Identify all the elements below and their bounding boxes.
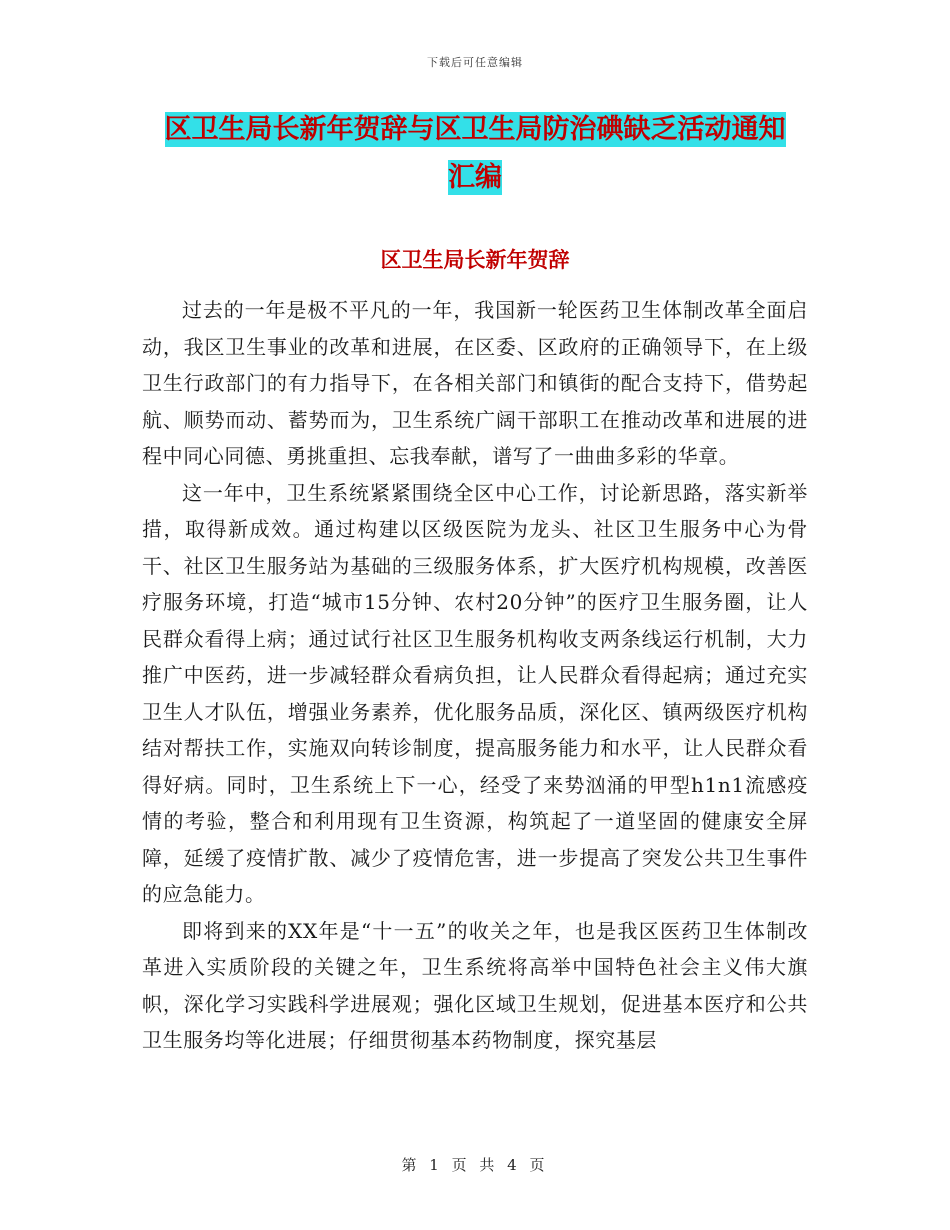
- paragraph-2: 这一年中，卫生系统紧紧围绕全区中心工作，讨论新思路，落实新举措，取得新成效。通过构建以区级医院为龙头、社区卫生服务中心为骨干、社区卫生服务站为基础的三级服务体系，扩大医疗机构规模，改善医疗服务环境，打造“城市15分钟、农村20分钟”的医疗卫生服务圈，让人民群众看得上病；通过试行社区卫生服务机构收支两条线运行机制，大力推广中医药，进一步减轻群众看病负担，让人民群众看得起病；通过充实卫生人才队伍，增强业务素养，优化服务品质，深化区、镇两级医疗机构结对帮扶工作，实施双向转诊制度，提高服务能力和水平，让人民群众看得好病。同时，卫生系统上下一心，经受了来势汹涌的甲型h1n1流感疫情的考验，整合和利用现有卫生资源，构筑起了一道坚固的健康安全屏障，延缓了疫情扩散、减少了疫情危害，进一步提高了突发公共卫生事件的应急能力。: [142, 480, 808, 906]
- document-title-line-2: 汇编: [448, 162, 502, 193]
- document-title: [140, 106, 810, 202]
- document-body: [142, 292, 808, 1059]
- paragraph-1: 过去的一年是极不平凡的一年，我国新一轮医药卫生体制改革全面启动，我区卫生事业的改革和进展，在区委、区政府的正确领导下，在上级卫生行政部门的有力指导下，在各相关部门和镇街的配合支持下，借势起航、顺势而动、蓄势而为，卫生系统广阔干部职工在推动改革和进展的进程中同心同德、勇挑重担、忘我奉献，谱写了一曲曲多彩的华章。: [142, 298, 808, 468]
- page-number: 第 1 页 共 4 页: [401, 1156, 549, 1174]
- document-title-line-1: 区卫生局长新年贺辞与区卫生局防治碘缺乏活动通知: [164, 114, 786, 145]
- paragraph-3: 即将到来的XX年是“十一五”的收关之年，也是我区医药卫生体制改革进入实质阶段的关键之年，卫生系统将高举中国特色社会主义伟大旗帜，深化学习实践科学进展观；强化区域卫生规划，促进基本医疗和公共卫生服务均等化进展；仔细贯彻基本药物制度，探究基层: [142, 918, 808, 1052]
- header-note: 下载后可任意编辑: [427, 56, 523, 69]
- section-title: 区卫生局长新年贺辞: [380, 247, 570, 272]
